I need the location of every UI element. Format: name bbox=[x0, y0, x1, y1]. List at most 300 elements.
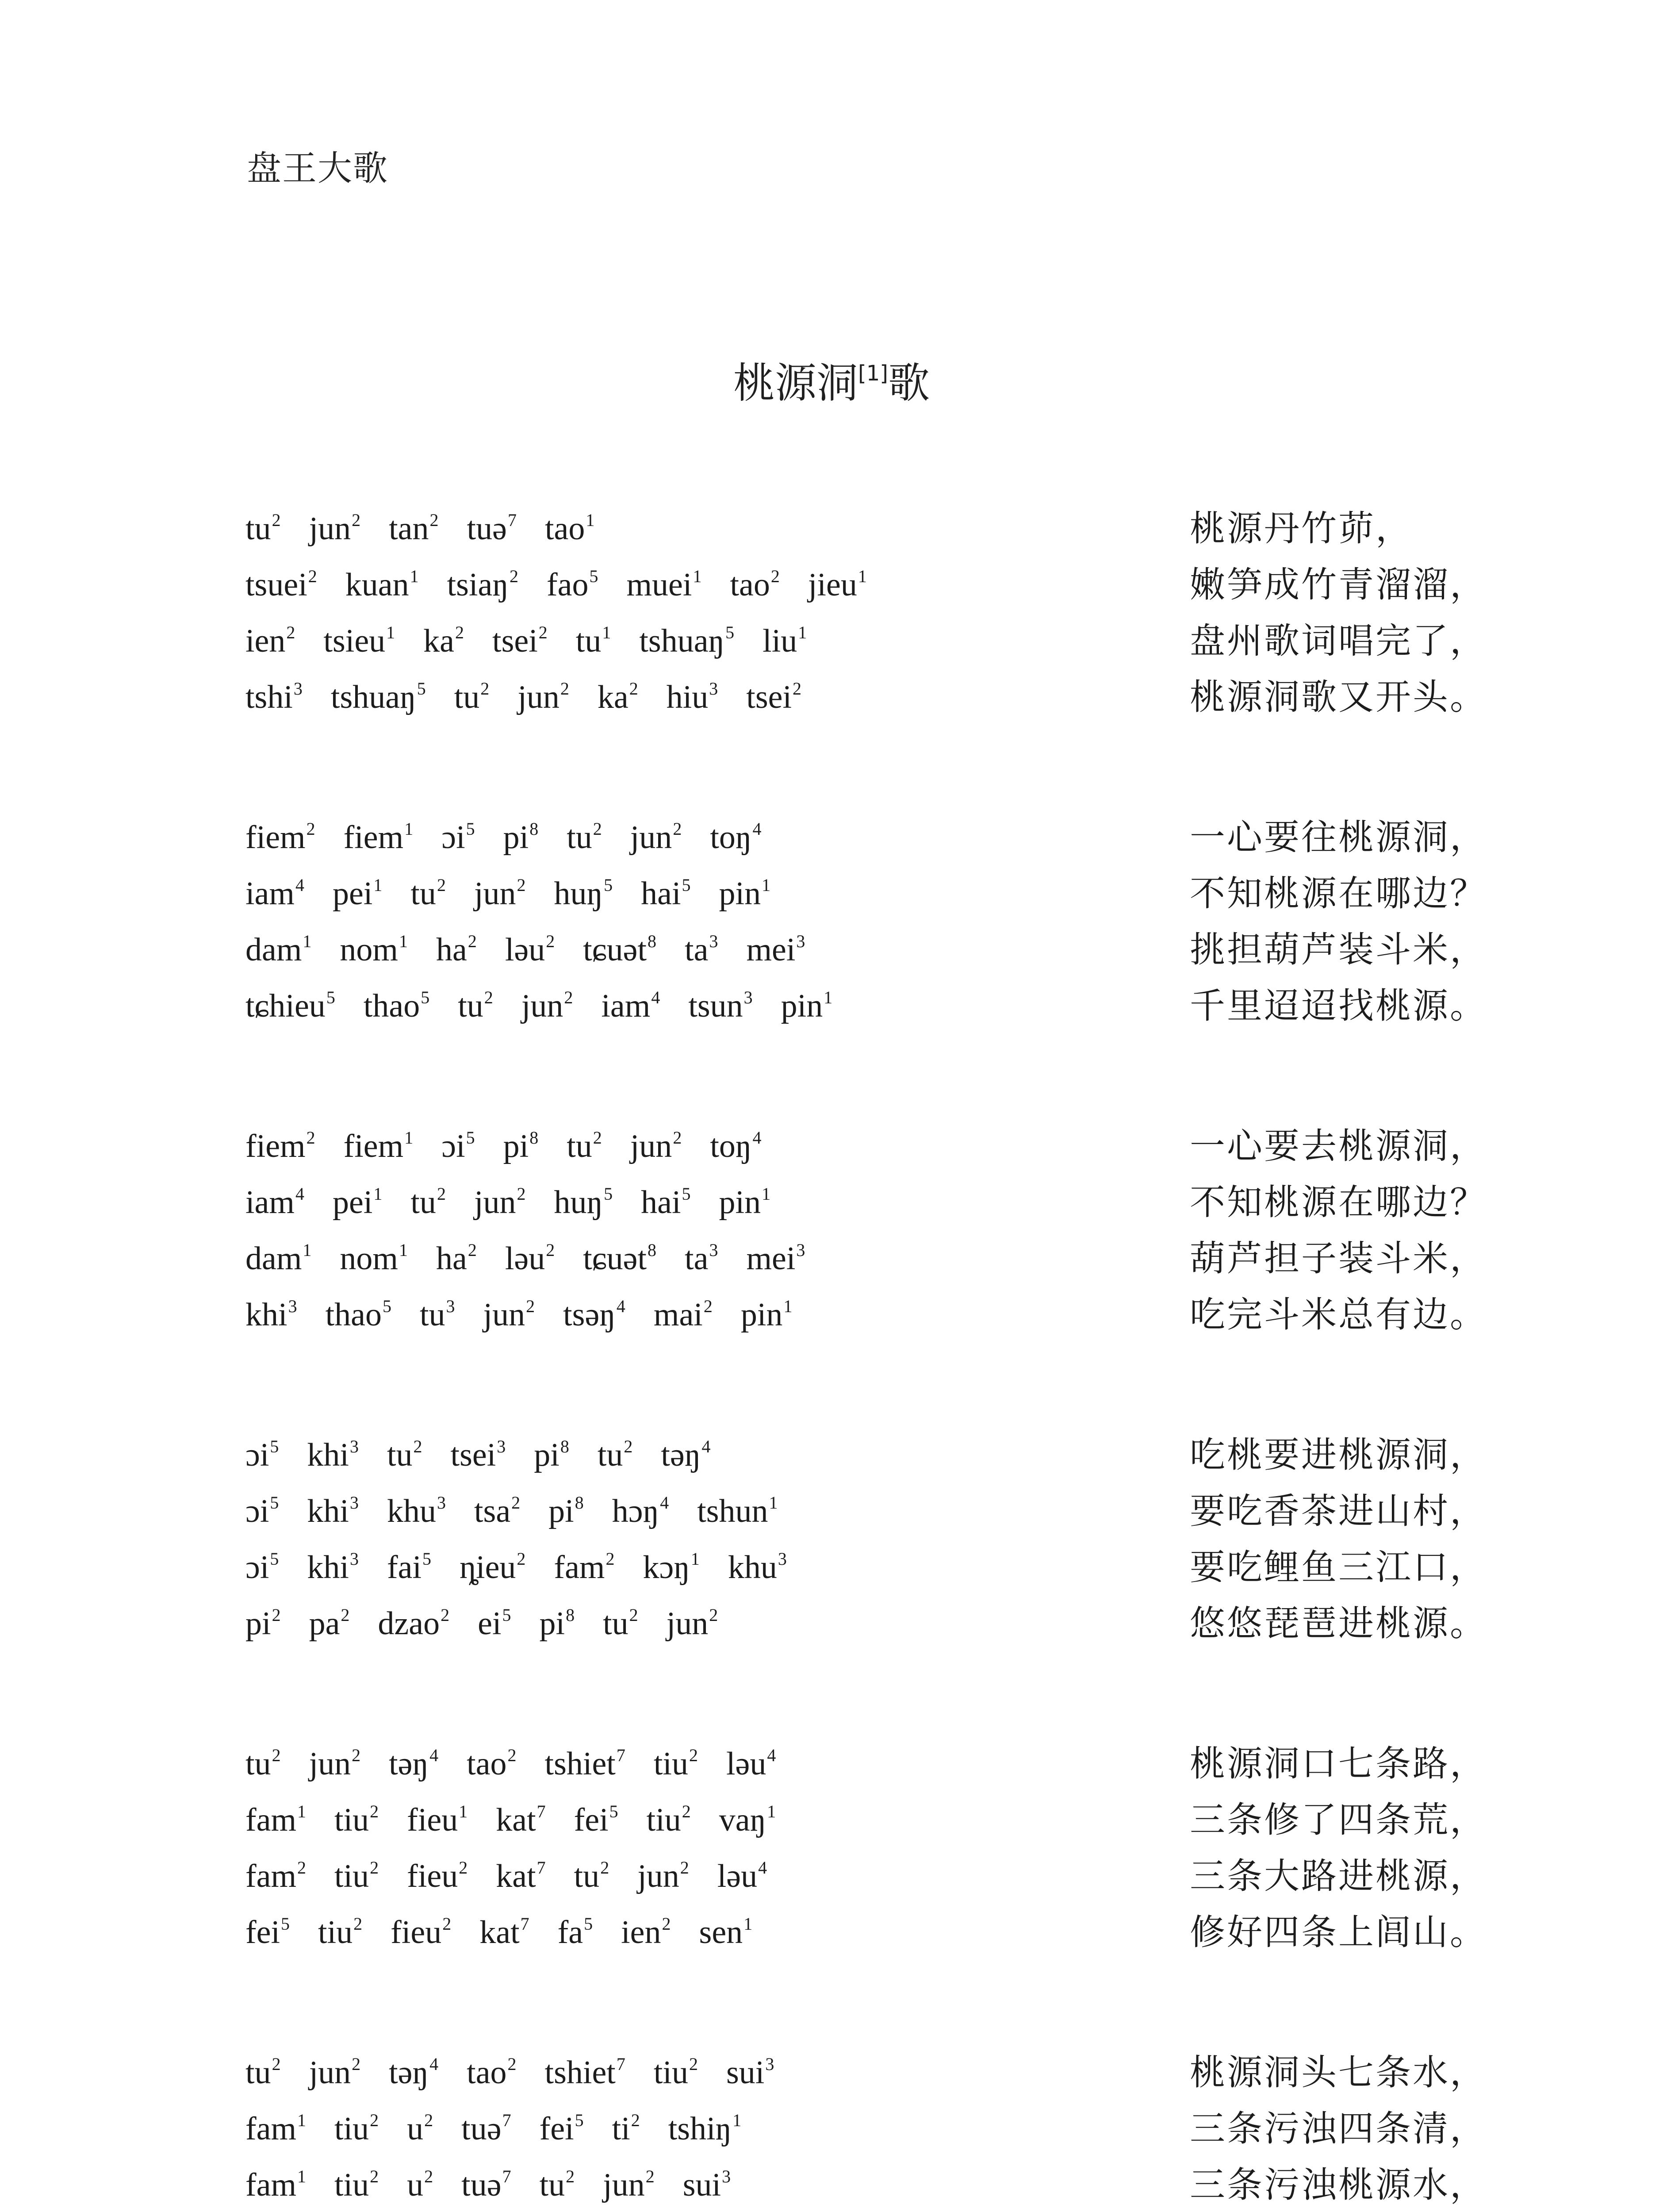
syllable bbox=[630, 815, 682, 864]
syllable-text: tiu bbox=[318, 1914, 353, 1951]
syllable bbox=[467, 507, 517, 556]
syllable-text: fam bbox=[245, 1858, 297, 1894]
syllable bbox=[503, 815, 539, 864]
syllable bbox=[364, 984, 429, 1033]
syllable-text: thao bbox=[363, 988, 420, 1024]
syllable-text: təŋ bbox=[661, 1437, 701, 1473]
syllable-text: tsieu bbox=[323, 623, 386, 659]
syllable-text: ɔi bbox=[245, 1549, 269, 1586]
chinese-line: 一心要去桃源洞， bbox=[1190, 1125, 1487, 1167]
syllable-text: tao bbox=[467, 2055, 507, 2091]
syllable-text: tsei bbox=[746, 679, 792, 715]
syllable-text: ləu bbox=[717, 1858, 758, 1894]
syllable-text: ei bbox=[478, 1605, 502, 1642]
tone-number: 3 bbox=[709, 679, 718, 699]
tone-number: 4 bbox=[295, 1184, 304, 1204]
syllable-text: tiu bbox=[334, 2167, 369, 2203]
syllable bbox=[245, 815, 315, 864]
syllable-text: toŋ bbox=[710, 819, 752, 856]
tone-number: 1 bbox=[767, 1801, 776, 1821]
syllable-text: pin bbox=[740, 1297, 783, 1333]
chinese-line: 葫芦担子装斗米， bbox=[1190, 1238, 1487, 1279]
syllable bbox=[492, 619, 548, 668]
syllable bbox=[461, 2107, 511, 2156]
verse-line bbox=[245, 1237, 1487, 1293]
syllable bbox=[598, 675, 638, 724]
pronunciation-line bbox=[245, 1293, 820, 1342]
tone-number: 2 bbox=[564, 987, 573, 1007]
syllable bbox=[534, 1433, 569, 1482]
verse-line bbox=[245, 2163, 1487, 2212]
tone-number: 4 bbox=[752, 1128, 762, 1148]
syllable-text: tu bbox=[597, 1437, 623, 1473]
syllable bbox=[245, 1489, 279, 1538]
syllable-text: jun bbox=[309, 2055, 351, 2091]
tone-number: 2 bbox=[682, 1801, 691, 1821]
syllable-text: iam bbox=[245, 1184, 295, 1221]
tone-number: 4 bbox=[660, 1493, 669, 1513]
tone-number: 1 bbox=[690, 1549, 700, 1569]
tone-number: 5 bbox=[270, 1493, 279, 1513]
syllable-text: tsuei bbox=[245, 567, 307, 603]
pronunciation-line bbox=[245, 984, 861, 1033]
syllable bbox=[547, 563, 598, 612]
syllable-text: tu bbox=[410, 876, 436, 912]
verse-line bbox=[245, 1124, 1487, 1180]
syllable bbox=[245, 1601, 281, 1651]
syllable bbox=[710, 1124, 761, 1173]
tone-number: 1 bbox=[399, 931, 408, 951]
tone-number: 8 bbox=[560, 1436, 569, 1456]
tone-number: 1 bbox=[410, 566, 419, 586]
pronunciation-line bbox=[245, 1545, 815, 1594]
syllable bbox=[245, 1854, 306, 1903]
verse-line bbox=[245, 815, 1487, 872]
tone-number: 2 bbox=[370, 1858, 379, 1878]
tone-number: 2 bbox=[441, 1605, 450, 1625]
stanza bbox=[245, 507, 1487, 731]
syllable-text: fiem bbox=[343, 1128, 404, 1164]
syllable bbox=[423, 619, 464, 668]
syllable-text: tu bbox=[458, 988, 483, 1024]
tone-number: 4 bbox=[616, 1296, 625, 1316]
syllable-text: kɔŋ bbox=[643, 1549, 690, 1586]
syllable-text: tsun bbox=[688, 988, 743, 1024]
tone-number: 2 bbox=[546, 1240, 555, 1260]
tone-number: 5 bbox=[682, 1184, 691, 1204]
tone-number: 8 bbox=[529, 1128, 539, 1148]
tone-number: 4 bbox=[429, 2054, 439, 2074]
tone-number: 2 bbox=[546, 931, 555, 951]
syllable-text: pi bbox=[503, 1128, 529, 1164]
tone-number: 1 bbox=[783, 1296, 793, 1316]
tone-number: 2 bbox=[480, 679, 490, 699]
syllable-text: tu bbox=[603, 1605, 628, 1642]
tone-number: 5 bbox=[281, 1914, 290, 1934]
syllable-text: liu bbox=[763, 623, 797, 659]
syllable bbox=[685, 928, 718, 977]
syllable-text: kat bbox=[479, 1914, 520, 1951]
syllable bbox=[323, 619, 395, 668]
tone-number: 2 bbox=[272, 2054, 281, 2074]
syllable bbox=[467, 1742, 516, 1791]
tone-number: 1 bbox=[297, 1801, 307, 1821]
tone-number: 8 bbox=[648, 931, 657, 951]
syllable bbox=[685, 1237, 718, 1286]
verse-line bbox=[245, 1489, 1487, 1545]
syllable-text: u bbox=[407, 2167, 424, 2203]
chinese-line: 桃源洞头七条水， bbox=[1190, 2052, 1487, 2093]
tone-number: 1 bbox=[297, 2166, 307, 2186]
syllable-text: fam bbox=[245, 1802, 297, 1838]
footnote-ref[interactable]: [1] bbox=[858, 361, 888, 386]
syllable bbox=[540, 2163, 575, 2212]
syllable-text: ka bbox=[597, 679, 628, 715]
syllable bbox=[583, 1237, 656, 1286]
tone-number: 1 bbox=[769, 1493, 778, 1513]
syllable bbox=[307, 1545, 359, 1594]
syllable bbox=[245, 2107, 306, 2156]
pronunciation-line bbox=[245, 1433, 739, 1482]
chinese-line: 悠悠琵琶进桃源。 bbox=[1190, 1603, 1487, 1644]
syllable bbox=[661, 1433, 710, 1482]
syllable bbox=[340, 928, 408, 977]
tone-number: 2 bbox=[605, 1549, 615, 1569]
syllable-text: hai bbox=[641, 876, 681, 912]
pronunciation-line bbox=[245, 872, 799, 921]
syllable-text: pi bbox=[548, 1493, 574, 1529]
tone-number: 2 bbox=[370, 1801, 379, 1821]
syllable bbox=[503, 1124, 539, 1173]
syllable bbox=[458, 984, 493, 1033]
pronunciation-line bbox=[245, 1854, 795, 1903]
syllable-text: fao bbox=[547, 567, 589, 603]
syllable bbox=[410, 872, 446, 921]
verse-line bbox=[245, 872, 1487, 928]
syllable bbox=[387, 1545, 431, 1594]
syllable bbox=[730, 563, 779, 612]
tone-number: 5 bbox=[609, 1801, 618, 1821]
pronunciation-line bbox=[245, 1798, 804, 1847]
syllable bbox=[436, 928, 477, 977]
syllable-text: jun bbox=[483, 1297, 525, 1333]
syllable-text: tan bbox=[389, 511, 429, 547]
chinese-line: 一心要往桃源洞， bbox=[1190, 817, 1487, 858]
tone-number: 5 bbox=[417, 679, 426, 699]
syllable bbox=[333, 1180, 382, 1229]
chinese-line: 三条大路进桃源， bbox=[1190, 1855, 1487, 1897]
syllable-text: tiu bbox=[646, 1802, 681, 1838]
tone-number: 3 bbox=[349, 1549, 359, 1569]
pronunciation-line bbox=[245, 1180, 799, 1229]
syllable bbox=[334, 1798, 379, 1847]
chinese-line: 盘州歌词唱完了， bbox=[1190, 620, 1487, 661]
tone-number: 2 bbox=[272, 1745, 281, 1765]
tone-number: 8 bbox=[648, 1240, 657, 1260]
syllable bbox=[245, 675, 303, 724]
syllable-text: dam bbox=[245, 932, 302, 968]
syllable-text: jun bbox=[517, 679, 559, 715]
syllable bbox=[574, 1854, 609, 1903]
syllable-text: jun bbox=[630, 819, 672, 856]
syllable bbox=[808, 563, 867, 612]
syllable-text: mei bbox=[746, 932, 796, 968]
syllable bbox=[245, 872, 304, 921]
pronunciation-line bbox=[245, 2163, 759, 2212]
syllable-text: ɔi bbox=[245, 1493, 269, 1529]
syllable-text: ɔi bbox=[441, 1128, 465, 1164]
tone-number: 5 bbox=[682, 875, 691, 895]
syllable bbox=[630, 1124, 682, 1173]
tone-number: 5 bbox=[382, 1296, 391, 1316]
syllable bbox=[245, 2163, 306, 2212]
tone-number: 2 bbox=[429, 510, 439, 530]
syllable bbox=[378, 1601, 449, 1651]
tone-number: 5 bbox=[604, 1184, 613, 1204]
syllable-text: tu bbox=[574, 1858, 600, 1894]
syllable bbox=[441, 815, 475, 864]
tone-number: 5 bbox=[422, 1549, 432, 1569]
syllable-text: jun bbox=[309, 1746, 351, 1782]
syllable-text: jieu bbox=[808, 567, 857, 603]
syllable bbox=[576, 619, 611, 668]
syllable bbox=[554, 872, 613, 921]
tone-number: 7 bbox=[536, 1801, 546, 1821]
syllable-text: fiem bbox=[343, 819, 404, 856]
tone-number: 1 bbox=[762, 1184, 771, 1204]
syllable bbox=[333, 872, 382, 921]
syllable bbox=[307, 1433, 359, 1482]
chinese-line: 桃源洞歌又开头。 bbox=[1190, 676, 1487, 718]
tone-number: 2 bbox=[272, 510, 281, 530]
syllable-text: tshiet bbox=[544, 2055, 616, 2091]
syllable bbox=[340, 1237, 408, 1286]
syllable-text: pin bbox=[781, 988, 823, 1024]
syllable-text: tao bbox=[730, 567, 770, 603]
tone-number: 2 bbox=[352, 510, 361, 530]
tone-number: 2 bbox=[517, 875, 526, 895]
syllable bbox=[746, 928, 805, 977]
syllable bbox=[318, 1910, 362, 1959]
syllable-text: pi bbox=[503, 819, 529, 856]
syllable bbox=[641, 872, 690, 921]
tone-number: 5 bbox=[466, 819, 475, 839]
syllable bbox=[331, 675, 426, 724]
tone-number: 1 bbox=[693, 566, 702, 586]
tone-number: 2 bbox=[308, 566, 317, 586]
syllable-text: kuan bbox=[345, 567, 409, 603]
syllable-text: pi bbox=[245, 1605, 271, 1642]
pronunciation-line bbox=[245, 1742, 804, 1791]
syllable bbox=[447, 563, 518, 612]
pronunciation-line bbox=[245, 928, 833, 977]
syllable-text: nom bbox=[340, 932, 398, 968]
syllable bbox=[389, 2051, 438, 2100]
syllable-text: tsei bbox=[450, 1437, 496, 1473]
tone-number: 3 bbox=[446, 1296, 455, 1316]
tone-number: 5 bbox=[270, 1549, 279, 1569]
syllable bbox=[505, 928, 555, 977]
syllable bbox=[309, 2051, 361, 2100]
tone-number: 2 bbox=[507, 1745, 517, 1765]
syllable-text: pa bbox=[309, 1605, 340, 1642]
syllable-text: ləu bbox=[505, 1240, 545, 1277]
syllable-text: jun bbox=[521, 988, 563, 1024]
pronunciation-line bbox=[245, 2107, 770, 2156]
syllable bbox=[643, 1545, 699, 1594]
tone-number: 3 bbox=[349, 1493, 359, 1513]
syllable bbox=[654, 1742, 698, 1791]
tone-number: 1 bbox=[824, 987, 833, 1007]
tone-number: 1 bbox=[459, 1801, 468, 1821]
syllable bbox=[496, 1854, 545, 1903]
tone-number: 5 bbox=[589, 566, 598, 586]
syllable-text: ka bbox=[423, 623, 455, 659]
syllable-text: u bbox=[407, 2111, 424, 2147]
tone-number: 2 bbox=[703, 1296, 713, 1316]
syllable-text: kat bbox=[496, 1858, 536, 1894]
syllable bbox=[245, 1910, 290, 1959]
verse-line bbox=[245, 2051, 1487, 2107]
syllable bbox=[454, 675, 490, 724]
syllable-text: huŋ bbox=[554, 876, 603, 912]
tone-number: 2 bbox=[517, 1184, 526, 1204]
chinese-line: 桃源洞口七条路， bbox=[1190, 1743, 1487, 1784]
syllable-text: jun bbox=[474, 876, 516, 912]
syllable-text: tuə bbox=[461, 2111, 502, 2147]
stanza bbox=[245, 1742, 1487, 1966]
syllable-text: fieu bbox=[407, 1858, 458, 1894]
syllable-text: dam bbox=[245, 1240, 302, 1277]
tone-number: 1 bbox=[602, 622, 611, 642]
tone-number: 1 bbox=[373, 1184, 383, 1204]
tone-number: 1 bbox=[404, 1128, 414, 1148]
syllable bbox=[667, 675, 718, 724]
tone-number: 2 bbox=[517, 1549, 526, 1569]
tone-number: 2 bbox=[437, 1184, 446, 1204]
syllable bbox=[741, 1293, 793, 1342]
syllable bbox=[245, 1545, 279, 1594]
syllable-text: tshun bbox=[697, 1493, 768, 1529]
syllable bbox=[460, 1545, 525, 1594]
syllable-text: iam bbox=[245, 876, 295, 912]
tone-number: 2 bbox=[689, 1745, 698, 1765]
syllable-text: tshiet bbox=[544, 1746, 616, 1782]
syllable-text: tu bbox=[245, 1746, 271, 1782]
tone-number: 2 bbox=[526, 1296, 535, 1316]
syllable-text: ti bbox=[612, 2111, 630, 2147]
syllable bbox=[307, 1489, 359, 1538]
syllable bbox=[474, 1489, 520, 1538]
tone-number: 1 bbox=[586, 510, 595, 530]
tone-number: 1 bbox=[399, 1240, 408, 1260]
syllable bbox=[612, 2107, 640, 2156]
syllable bbox=[781, 984, 833, 1033]
syllable-text: fai bbox=[387, 1549, 422, 1586]
tone-number: 1 bbox=[762, 875, 771, 895]
tone-number: 2 bbox=[370, 2166, 379, 2186]
syllable bbox=[545, 2051, 625, 2100]
tone-number: 5 bbox=[604, 875, 613, 895]
syllable-text: pei bbox=[332, 1184, 373, 1221]
syllable-text: tu bbox=[410, 1184, 436, 1221]
tone-number: 2 bbox=[467, 1240, 477, 1260]
tone-number: 7 bbox=[520, 1914, 529, 1934]
tone-number: 1 bbox=[798, 622, 807, 642]
syllable bbox=[545, 507, 594, 556]
syllable-text: pei bbox=[332, 876, 373, 912]
tone-number: 7 bbox=[616, 1745, 625, 1765]
syllable bbox=[334, 1854, 379, 1903]
verse-line bbox=[245, 1601, 1487, 1658]
syllable-text: tiu bbox=[334, 1858, 369, 1894]
syllable bbox=[389, 1742, 438, 1791]
syllable bbox=[719, 1798, 776, 1847]
syllable bbox=[683, 2163, 731, 2212]
verse-line bbox=[245, 984, 1487, 1040]
tone-number: 2 bbox=[306, 819, 315, 839]
syllable-text: khu bbox=[387, 1493, 436, 1529]
syllable-text: tiu bbox=[334, 2111, 369, 2147]
syllable-text: tiu bbox=[653, 1746, 688, 1782]
tone-number: 2 bbox=[793, 679, 802, 699]
pronunciation-line bbox=[245, 563, 895, 612]
tone-number: 2 bbox=[662, 1914, 671, 1934]
syllable-text: fieu bbox=[391, 1914, 442, 1951]
syllable-text: tu bbox=[419, 1297, 445, 1333]
syllable-text: jun bbox=[637, 1858, 679, 1894]
tone-number: 2 bbox=[538, 622, 548, 642]
tone-number: 2 bbox=[507, 2054, 517, 2074]
verse-line bbox=[245, 1854, 1487, 1910]
tone-number: 3 bbox=[796, 1240, 805, 1260]
syllable bbox=[548, 1489, 584, 1538]
syllable bbox=[554, 1180, 613, 1229]
tone-number: 4 bbox=[752, 819, 762, 839]
tone-number: 7 bbox=[502, 2166, 511, 2186]
syllable bbox=[639, 619, 734, 668]
syllable bbox=[436, 1237, 477, 1286]
syllable bbox=[407, 2163, 433, 2212]
syllable bbox=[245, 619, 295, 668]
tone-number: 2 bbox=[624, 1436, 633, 1456]
syllable-text: ha bbox=[436, 1240, 467, 1277]
tone-number: 2 bbox=[770, 566, 780, 586]
syllable bbox=[245, 1124, 315, 1173]
syllable bbox=[344, 815, 414, 864]
pronunciation-line bbox=[245, 619, 835, 668]
tone-number: 2 bbox=[673, 1128, 682, 1148]
syllable-text: tɕuət bbox=[583, 1240, 647, 1277]
syllable-text: tu bbox=[575, 623, 602, 659]
title-main: 桃源洞 bbox=[733, 359, 858, 407]
tone-number: 4 bbox=[767, 1745, 776, 1765]
syllable bbox=[309, 1601, 350, 1651]
verse-line bbox=[245, 1433, 1487, 1489]
syllable bbox=[496, 1798, 545, 1847]
syllable bbox=[517, 675, 569, 724]
syllable-text: tuə bbox=[461, 2167, 502, 2203]
tone-number: 2 bbox=[459, 1858, 468, 1878]
syllable-text: khi bbox=[245, 1297, 287, 1333]
syllable bbox=[483, 1293, 535, 1342]
syllable bbox=[407, 1854, 467, 1903]
syllable-text: ta bbox=[685, 932, 709, 968]
tone-number: 2 bbox=[593, 1128, 602, 1148]
tone-number: 2 bbox=[352, 1745, 361, 1765]
syllable-text: tshuaŋ bbox=[639, 623, 725, 659]
verse-line bbox=[245, 1293, 1487, 1349]
